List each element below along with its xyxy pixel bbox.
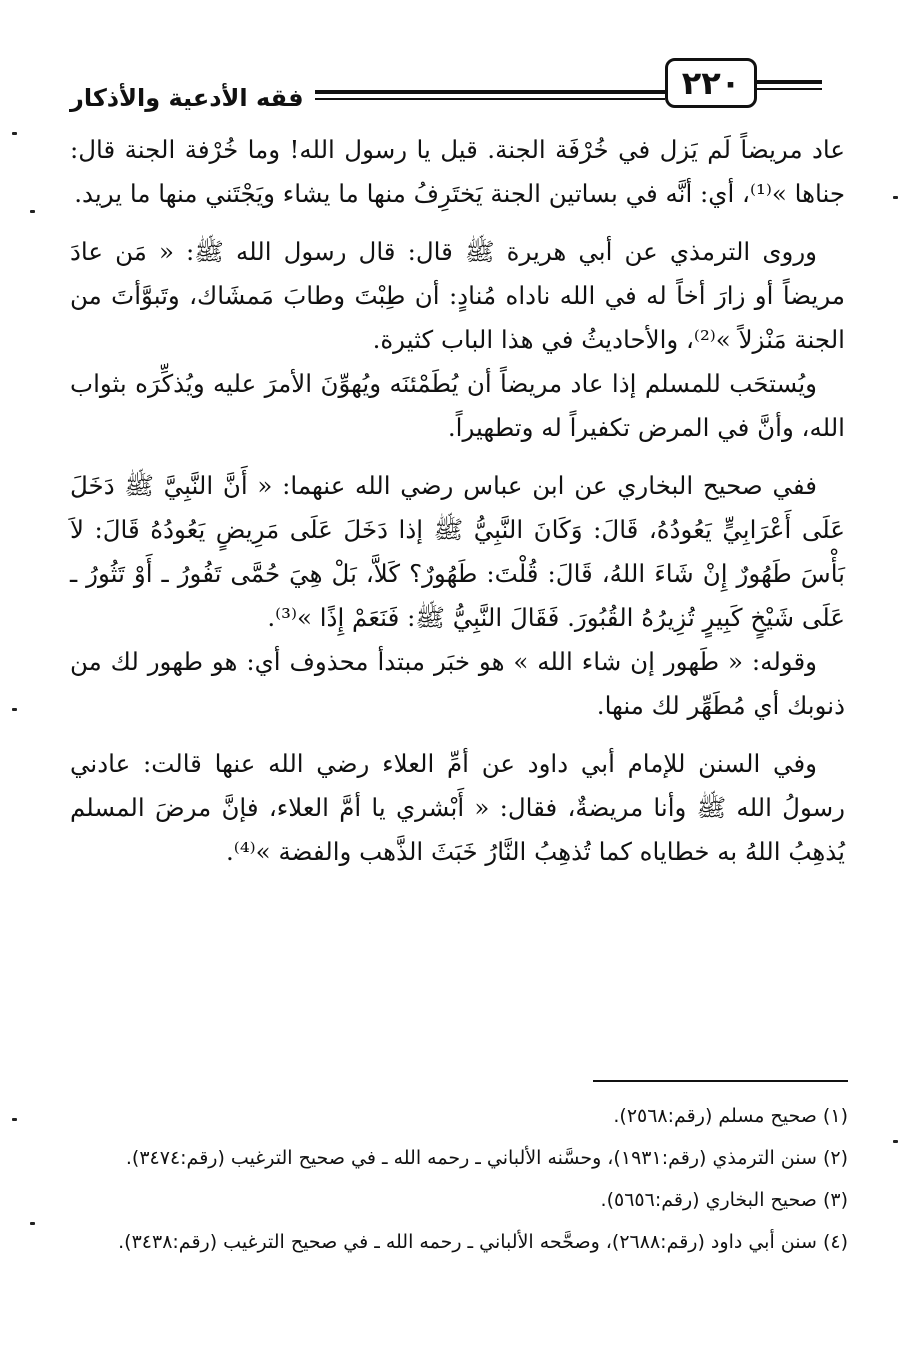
scan-speck bbox=[893, 196, 898, 199]
header-rule-right bbox=[757, 80, 822, 84]
paragraph: وفي السنن للإمام أبي داود عن أمِّ العلاء رضي الله عنها قالت: عادني رسولُ الله ﷺ وأنا مريضةٌ، فقال: « أَبْشري يا أمَّ العلاء، فإنَّ مرضَ المسلم يُذهِبُ اللهُ به خطاياه كما تُذهِبُ النَّارُ خَبَثَ الذَّهب والفضة »⁽⁴⁾. bbox=[70, 749, 845, 866]
paragraph: وروى الترمذي عن أبي هريرة ﷺ قال: قال رسول الله ﷺ: « مَن عادَ مريضاً أو زارَ أخاً له في الله ناداه مُنادٍ: أن طِبْتَ وطابَ مَمشَاك، وتَبوَّأتَ من الجنة مَنْزلاً »⁽²⁾، والأحاديثُ في هذا الباب كثيرة. bbox=[70, 237, 845, 354]
footnote: (٣) صحيح البخاري (رقم:٥٦٥٦). bbox=[600, 1189, 848, 1211]
header-rule-right-thin bbox=[757, 88, 822, 90]
scan-speck bbox=[30, 210, 35, 213]
scan-speck bbox=[12, 708, 17, 711]
paragraph: ففي صحيح البخاري عن ابن عباس رضي الله عنهما: « أَنَّ النَّبِيَّ ﷺ دَخَلَ عَلَى أَعْرَابِيٍّ يَعُودُهُ، قَالَ: وَكَانَ النَّبِيُّ ﷺ إذا دَخَلَ عَلَى مَرِيضٍ يَعُودُهُ قَالَ: لاَ بَأْسَ طَهُورٌ إِنْ شَاءَ اللهُ، قَالَ: قُلْتَ: طَهُورٌ؟ كَلاَّ، بَلْ هِيَ حُمَّى تَفُورُ ـ أَوْ تَثُورُ ـ عَلَى شَيْخٍ كَبِيرٍ تُزِيرُهُ القُبُورَ. فَقَالَ النَّبِيُّ ﷺ: فَنَعَمْ إِذًا »⁽³⁾. bbox=[70, 471, 846, 632]
footnote: (٤) سنن أبي داود (رقم:٢٦٨٨)، وصحَّحه الألباني ـ رحمه الله ـ في صحيح الترغيب (رقم:٣٤٣٨). bbox=[118, 1231, 848, 1253]
header-rule-left bbox=[315, 90, 665, 94]
scan-speck bbox=[30, 1222, 35, 1225]
footnote: (١) صحيح مسلم (رقم:٢٥٦٨). bbox=[613, 1105, 848, 1127]
main-text bbox=[70, 128, 845, 874]
paragraph: عاد مريضاً لَم يَزل في خُرْفَة الجنة. قيل يا رسول الله! وما خُرْفة الجنة قال: جناها »⁽¹⁾، أي: أنَّه في بساتين الجنة يَختَرِفُ منها ما يشاء ويَجْتَني منها ما يريد. bbox=[70, 135, 845, 208]
running-title: فقه الأدعية والأذكار bbox=[70, 84, 304, 112]
footnote-separator bbox=[593, 1080, 848, 1082]
footnote: (٢) سنن الترمذي (رقم:١٩٣١)، وحسَّنه الألباني ـ رحمه الله ـ في صحيح الترغيب (رقم:٣٤٧٤). bbox=[125, 1147, 848, 1169]
paragraph: ويُستحَب للمسلم إذا عاد مريضاً أن يُطَمْئنَه ويُهوِّنَ الأمرَ عليه ويُذكِّرَه بثواب الله، وأنَّ في المرض تكفيراً له وتطهيراً. bbox=[70, 369, 845, 442]
page-number: ٢٢٠ bbox=[665, 58, 757, 108]
header-rule-left-thin bbox=[315, 98, 665, 100]
scan-speck bbox=[12, 132, 17, 135]
page-header bbox=[70, 58, 840, 118]
scan-speck bbox=[893, 1140, 898, 1143]
scan-speck bbox=[12, 1118, 17, 1121]
footnotes bbox=[70, 1095, 848, 1263]
paragraph: وقوله: « طَهور إن شاء الله » هو خبَر مبتدأ محذوف أي: هو طهور لك من ذنوبك أي مُطَهِّر لك منها. bbox=[70, 647, 845, 720]
